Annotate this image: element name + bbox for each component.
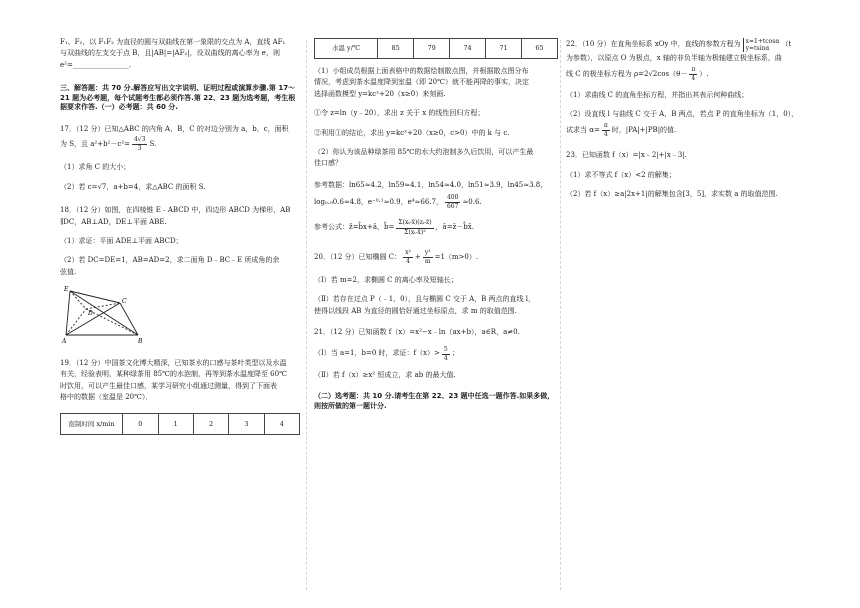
table-cell: 79 — [414, 39, 450, 59]
table-cell: 65 — [521, 39, 557, 59]
text-line: 佳口感？ — [314, 159, 342, 168]
fraction-denominator: 4 — [406, 257, 410, 265]
fraction-numerator: 4√3 — [132, 136, 147, 145]
problem-22 — [566, 38, 810, 139]
text-line: 情况，考虑到茶水温度降到室温（即 20℃）就不能再降的事实，决定 — [314, 78, 529, 87]
problem-23 — [566, 151, 810, 199]
problem-18 — [60, 206, 300, 349]
text-line: 三、解答题：共 70 分.解答应写出文字说明、证明过程或演算步骤.第 17～ — [60, 84, 296, 93]
problem-19 — [60, 359, 300, 436]
fraction-numerator: y² — [423, 249, 433, 258]
text-line: 与双曲线的左支交于点 B，且|AB|=|AF₂|，设双曲线的离心率为 e，则 — [60, 49, 280, 58]
problem-19-part-2 — [314, 148, 558, 169]
equation-line: y=tsinα — [745, 45, 770, 53]
fraction — [396, 219, 433, 236]
text-line: 20．（12 分）已知椭圆 C： — [314, 252, 402, 261]
subquestion-1: （Ⅰ）若 m=2，求椭圆 C 的离心率及短轴长； — [314, 275, 458, 284]
subquestion-2: （2）若 f（x）≥a|2x+1|的解集包含[3，5]，求实数 a 的取值范围. — [566, 189, 778, 198]
text-line: F₁、F₂，以 F₁F₂ 为直径的圆与双曲线在第一象限的交点为 A，直线 AF₁ — [60, 38, 286, 46]
text-line: ≈0.6. — [462, 198, 482, 207]
text-line: （2）若 DC=DE=1，AB=AD=2，求二面角 D﹣BC﹣E 所成角的余 — [60, 256, 280, 265]
text-line: 线 C 的极坐标方程为 ρ=2√2cos（θ－ — [566, 69, 688, 78]
fraction-numerator: π — [602, 122, 610, 131]
fraction-numerator: 5 — [442, 346, 450, 355]
vertex-label-d: D — [88, 310, 93, 318]
formula-label: 参考公式： — [314, 223, 349, 232]
text-line: （Ⅰ）当 a=1，b=0 时，求证：f（x）> — [314, 349, 440, 358]
column-left — [60, 38, 300, 435]
problem-20 — [314, 249, 558, 317]
text-line: ）. — [699, 69, 709, 78]
table-cell: 泡制时间 x/min — [61, 413, 123, 435]
fraction-denominator: 667 — [446, 203, 459, 211]
subquestion-1: （1）求不等式 f（x）<2 的解集； — [566, 170, 676, 179]
subitem-1: ①令 z=ln（y﹣20），求出 z 关于 x 的线性回归方程； — [314, 109, 485, 118]
time-table — [60, 413, 300, 436]
table-cell: 2 — [193, 413, 228, 435]
plus-sign: + — [414, 252, 421, 261]
text-line: 19．（12 分）中国茶文化博大精深，已知茶水的口感与茶叶类型以及水温 — [60, 358, 287, 367]
text-line: 弦值. — [60, 267, 77, 276]
fraction — [442, 346, 450, 363]
fraction-numerator: 400 — [445, 194, 460, 203]
table-cell: 3 — [229, 413, 264, 435]
fraction-denominator: Σ(xᵢ-x̄)² — [404, 228, 426, 236]
formula-lhs: ẑ=b̂x+â，b̂= — [349, 223, 395, 232]
text-line: （Ⅱ）若存在过点 P（﹣1，0），且与椭圆 C 交于 A，B 两点的直线 l， — [314, 295, 536, 304]
fraction-denominator: 3 — [137, 145, 142, 153]
formula-rhs: ，â=z̄－b̂x̄. — [435, 223, 474, 232]
text-line: 17．（12 分）已知△ABC 的内角 A，B，C 的对边分别为 a，b，c，面积 — [60, 124, 289, 133]
text-line: 选择函数模型 y=kcˣ+20（x≥0）来刻画. — [314, 89, 446, 98]
text-line: ∥DC，AB⊥AD，DE⊥平面 ABE. — [60, 217, 167, 226]
subquestion-2: （2）若 c=√7，a+b=4，求△ABC 的面积 S. — [60, 182, 206, 191]
pyramid-figure — [60, 283, 300, 348]
answer-blank: e²=________________. — [60, 60, 132, 69]
parametric-system — [743, 38, 780, 52]
vertex-label-e: E — [64, 286, 69, 294]
problem-16-continuation — [60, 38, 300, 70]
subitem-2: ②利用①的结论，求出 y=kcˣ+20（x≥0，c>0）中的 k 与 c. — [314, 128, 510, 137]
table-cell: 水温 y/℃ — [315, 39, 378, 59]
problem-17 — [60, 125, 300, 193]
fraction — [602, 122, 610, 139]
text-line: （1）小组成员根据上面表格中的数据绘制散点图，并根据散点图分布 — [314, 66, 529, 75]
reference-data — [314, 181, 558, 212]
text-line: （2）你认为该品种绿茶用 85℃的水大约泡制多久后饮用，可以产生最 — [314, 147, 534, 156]
fraction-denominator: 4 — [603, 130, 608, 138]
fraction-denominator: 4 — [691, 74, 696, 82]
text-line: 则按所做的第一题计分. — [314, 401, 387, 410]
vertex-label-b: B — [138, 338, 143, 346]
fraction — [445, 194, 460, 211]
table-row — [315, 39, 558, 59]
text-line: 18．（12 分）如图，在四棱锥 E﹣ABCD 中，四边形 ABCD 为梯形，AB — [60, 206, 291, 215]
subquestion-1: （1）求曲线 C 的直角坐标方程，并指出其表示何种曲线； — [566, 91, 749, 99]
fraction-numerator: Σ(xᵢ-x̄)(zᵢ-z̄) — [396, 219, 433, 228]
column-middle — [314, 38, 558, 411]
table-cell: 1 — [158, 413, 193, 435]
fraction — [403, 249, 413, 266]
column-divider — [560, 40, 561, 590]
text-line: 为 S，且 a²+b²－c²= — [60, 139, 130, 148]
table-row — [61, 413, 300, 435]
fraction-numerator: π — [689, 66, 697, 75]
column-right — [566, 38, 810, 209]
section-3-header — [60, 84, 300, 112]
column-divider — [306, 40, 307, 590]
text-line: 时饮用，可以产生最佳口感，某学习研究小组通过测量，得到了下面表 — [60, 381, 277, 390]
text-line: 21．（12 分）已知函数 f（x）=x²−x﹣ln（ax+b），a∈R，a≠0. — [314, 328, 520, 337]
text-line: 参考数据：ln65≈4.2，ln59≈4.1，ln54≈4.0，ln51≈3.9，ln45≈3.8， — [314, 180, 548, 189]
subquestion-1: （1）求角 C 的大小； — [60, 163, 131, 172]
fraction — [423, 249, 433, 266]
problem-21 — [314, 328, 558, 380]
text-line: 21 题为必考题，每个试题考生都必须作答.第 22、23 题为选考题，考生根 — [60, 93, 296, 102]
text-line: log₀.₉0.6≈4.8，e⁻⁰·¹≈0.9，e⁴≈66.7， — [314, 198, 443, 207]
fraction — [132, 136, 147, 153]
problem-19-part-1 — [314, 67, 558, 138]
text-line: （2）设直线 l 与曲线 C 交于 A，B 两点，若点 P 的直角坐标为（1，0）， — [566, 110, 799, 119]
text-line: 有关，经验表明，某种绿茶用 85℃的水泡制，再等到茶水温度降至 60℃ — [60, 370, 287, 379]
pyramid-diagram — [60, 283, 160, 345]
table-cell: 85 — [378, 39, 414, 59]
text-line: （t — [781, 40, 792, 49]
text-line: 时，|PA|+|PB|的值. — [611, 125, 677, 134]
fraction-denominator: m — [424, 257, 431, 265]
table-cell: 74 — [450, 39, 486, 59]
text-line: =1（m>0）. — [434, 252, 479, 261]
subquestion-1: （1）求证：平面 ADE⊥平面 ABCD； — [60, 237, 183, 245]
equation-line: x=1+tcosα — [745, 38, 780, 45]
reference-formula — [314, 219, 558, 236]
table-cell: 71 — [486, 39, 522, 59]
table-cell: 0 — [123, 413, 158, 435]
text-line: 使得以线段 AB 为直径的圆恰好通过坐标原点，求 m 的取值范围. — [314, 306, 517, 315]
text-line: 格中的数据（室温是 20℃）． — [60, 393, 153, 402]
text-line: （二）选考题：共 10 分.请考生在第 22、23 题中任选一题作答.如果多做， — [314, 392, 555, 401]
fraction — [689, 66, 697, 83]
text-line: 22．（10 分）在直角坐标系 xOy 中，直线的参数方程为 — [566, 40, 741, 49]
table-cell: 4 — [264, 413, 299, 435]
fraction-numerator: x² — [403, 249, 413, 258]
fraction-denominator: 4 — [443, 354, 448, 362]
text-line: 23．已知函数 f（x）=|x﹣2|+|x﹣3|. — [566, 151, 687, 160]
text-line: ； — [451, 349, 459, 358]
text-line: 试求当 α= — [566, 125, 600, 134]
text-line: 据要求作答.（一）必考题：共 60 分. — [60, 103, 178, 112]
optional-section-header — [314, 392, 558, 411]
text-line: S. — [149, 139, 157, 148]
text-line: 为参数），以原点 O 为极点，x 轴的非负半轴为极轴建立极坐标系，曲 — [566, 54, 782, 63]
vertex-label-c: C — [122, 298, 127, 306]
temperature-table — [314, 38, 558, 59]
subquestion-2: （Ⅱ）若 f（x）≥x² 恒成立，求 ab 的最大值. — [314, 370, 456, 379]
vertex-label-a: A — [62, 338, 67, 346]
